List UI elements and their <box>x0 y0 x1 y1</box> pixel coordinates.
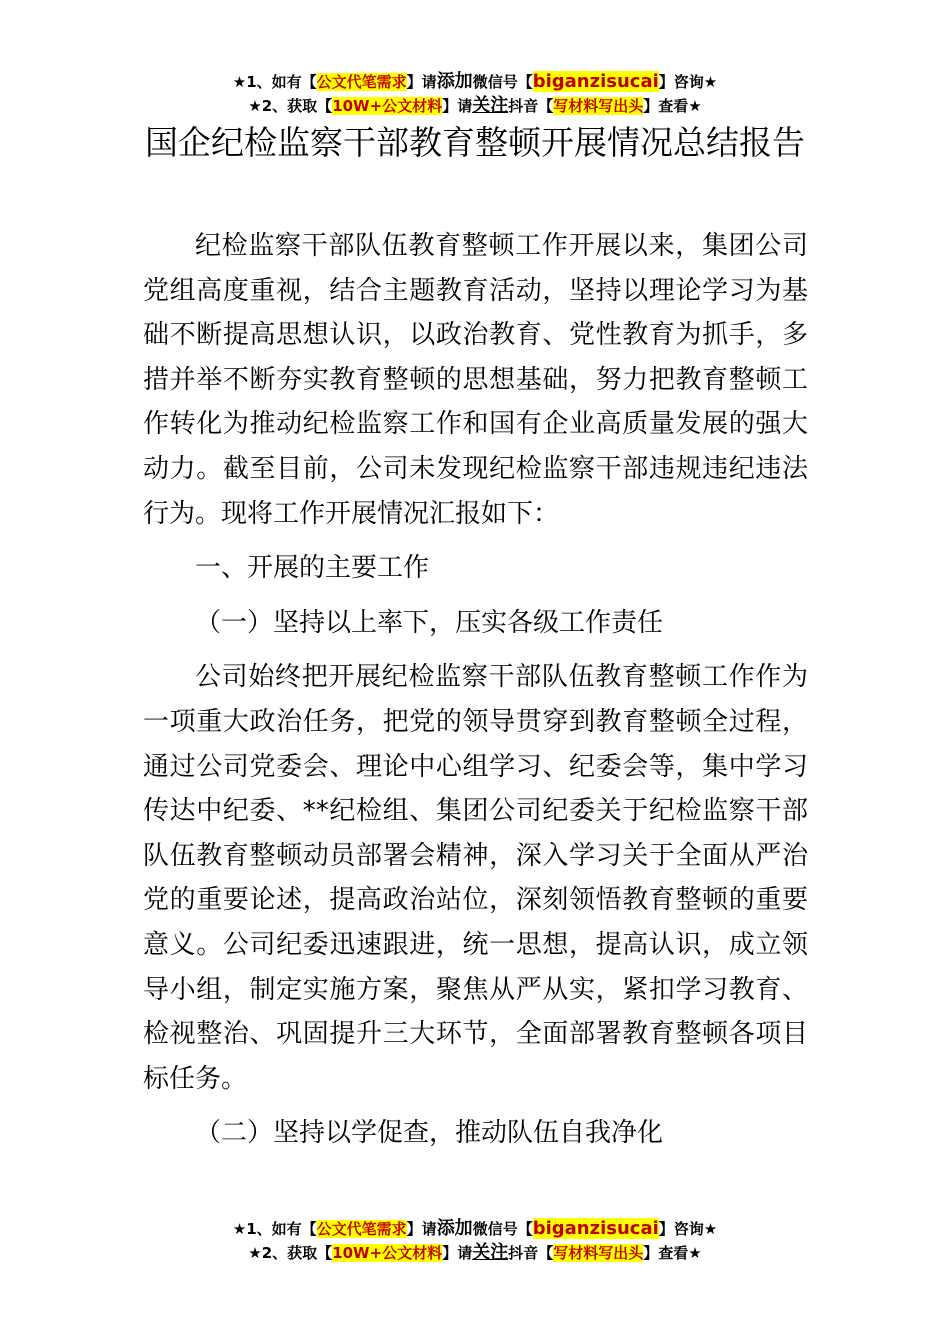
body-paragraph: 公司始终把开展纪检监察干部队伍教育整顿工作作为一项重大政治任务，把党的领导贯穿到教育整顿全过程，通过公司党委会、理论中心组学习、纪委会等，集中学习传达中纪委、**纪检组、集团公司纪委关于纪检监察干部队伍教育整顿动员部署会精神，深入学习关于全面从严治党的重要论述，提高政治站位，深刻领悟教育整顿的重要意义。公司纪委迅速跟进，统一思想，提高认识，成立领导小组，制定实施方案，聚焦从严从实，紧扣学习教育、检视整治、巩固提升三大环节，全面部署教育整顿各项目标任务。 <box>143 662 808 1094</box>
highlight-wechat-id: biganzisucai <box>532 71 659 92</box>
highlight-materials: 10W+公文材料 <box>332 97 443 115</box>
promo-line-2: ★2、获取【10W+公文材料】请关注抖音【写材料写出头】查看★ <box>248 1242 702 1263</box>
document-body <box>143 224 808 1156</box>
promo-line-2: ★2、获取【10W+公文材料】请关注抖音【写材料写出头】查看★ <box>248 95 702 116</box>
highlight-wechat-id: biganzisucai <box>532 1218 659 1239</box>
intro-paragraph: 纪检监察干部队伍教育整顿工作开展以来，集团公司党组高度重视，结合主题教育活动，坚持以理论学习为基础不断提高思想认识，以政治教育、党性教育为抓手，多措并举不断夯实教育整顿的思想基础，努力把教育整顿工作转化为推动纪检监察工作和国有企业高质量发展的强大动力。截至目前，公司未发现纪检监察干部违规违纪违法行为。现将工作开展情况汇报如下： <box>143 231 808 529</box>
promo-line-1: ★1、如有【公文代笔需求】请添加微信号【biganzisucai】咨询★ <box>232 71 718 92</box>
highlight-douyin-account: 写材料写出头 <box>553 97 644 115</box>
promo-line-1: ★1、如有【公文代笔需求】请添加微信号【biganzisucai】咨询★ <box>232 1218 718 1239</box>
section-heading: 一、开展的主要工作 <box>195 553 430 584</box>
document-title: 国企纪检监察干部教育整顿开展情况总结报告 <box>145 123 805 162</box>
highlight-service: 公文代笔需求 <box>316 73 407 91</box>
highlight-service: 公文代笔需求 <box>316 1220 407 1238</box>
promo-banner-top <box>0 70 950 118</box>
subsection-heading: （一）坚持以上率下，压实各级工作责任 <box>195 607 664 638</box>
highlight-douyin-account: 写材料写出头 <box>553 1244 644 1262</box>
highlight-materials: 10W+公文材料 <box>332 1244 443 1262</box>
promo-banner-bottom <box>0 1217 950 1265</box>
subsection-heading: （二）坚持以学促查，推动队伍自我净化 <box>195 1118 664 1149</box>
